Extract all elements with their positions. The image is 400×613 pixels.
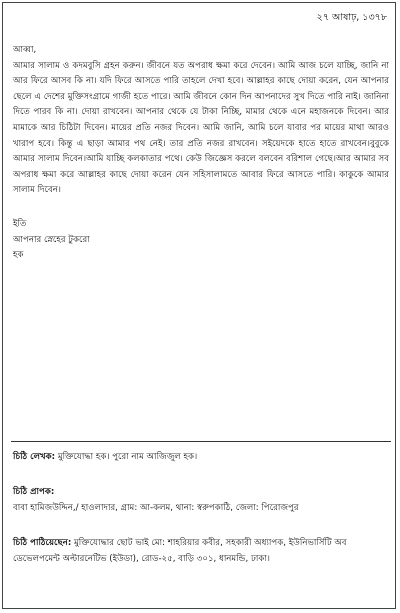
- divider: [11, 441, 391, 442]
- letter-content: [13, 43, 389, 264]
- recipient-value: বাবা হামিজউদ্দিন,/ হাওলাদার, গ্রাম: আ-কলম, থানা: স্বরুপকাঠি, জেলা: পিরোজপুর: [13, 502, 299, 513]
- signature: হক: [13, 250, 24, 261]
- writer-value: মুক্তিযোদ্ধা হক। পুরো নাম আজিজুল হক।: [55, 452, 198, 462]
- writer-label: চিঠি লেখক:: [13, 452, 56, 462]
- letter-body: আমার সালাম ও কদমবুসি গ্রহন করুন। জীবনে যত অপরাধ ক্ষমা করে দেবেন। আমি আজ চলে যাচ্ছি, জানি না আর ফিরে আসব কি না। যদি ফিরে আসতে পারি তাহলে দেখা হবে। আল্লাহর কাছে দোয়া করেন, যেন আপনার ছেলে এ দেশের মুক্তিসংগ্রামে গাজী হতে পারে। আমি জীবনে কোন দিন আপনাদের সুখ দিতে পারি নাই। জানিনা দিতে পারব কি না। দোয়া রাখবেন। আপনার থেকে যে টাকা নিচ্ছি, মামার থেকে এনে মহাজনকে দিবেন। আর মামাকে আর চিঠিটা দিবেন। মায়ের প্রতি নজর দিবেন। আমি জানি, আমি চলে যাবার পর মায়ের মাথা আরও খারাপ হবে। কিন্তু এ ছাড়া আমার পথ নেই। তার প্রতি নজর রাখবেন। সইয়েদকে হাতে হাতে রাখবেন।বুবুকে আমার সালাম দিবেন।আমি যাচ্ছি কলকাতার পথে। কেউ জিজ্ঞেস করলে বলবেন বরিশাল গেছে।আর আমার সব অপরাধ ক্ষমা করে আল্লাহর কাছে দোয়া করেন যেন সহিসালামতে আবার ফিরে আসতে পারি। কাকুকে আমার সালাম দিবেন।: [13, 60, 389, 196]
- sign-block: [13, 217, 389, 264]
- closing: ইতি: [13, 218, 27, 229]
- writer-info: [13, 450, 387, 466]
- letter-page: [2, 2, 396, 609]
- sender-label: চিঠি পাঠিয়েছেন:: [13, 538, 72, 548]
- letter-date: ২৭ আষাঢ়, ১৩৭৮: [316, 12, 387, 23]
- sender-value: মুক্তিযোদ্ধার ছোট ভাই মো: শাহরিয়ার কবীর, সহকারী অধ্যাপক, ইউনিভার্সিটি অব ডেভেলপমেন্ট অল্টারনেটিভ (ইউডা), রোড-২৫, বাড়ি ৩০১, ধানমন্ডি, ঢাকা।: [13, 538, 347, 564]
- salutation: আব্বা,: [13, 45, 37, 55]
- sender-info: [13, 536, 387, 567]
- recipient-info: [13, 485, 387, 516]
- recipient-label: চিঠি প্রাপক:: [13, 487, 55, 497]
- closing-line: আপনার স্নেহের টুকরো: [13, 234, 90, 245]
